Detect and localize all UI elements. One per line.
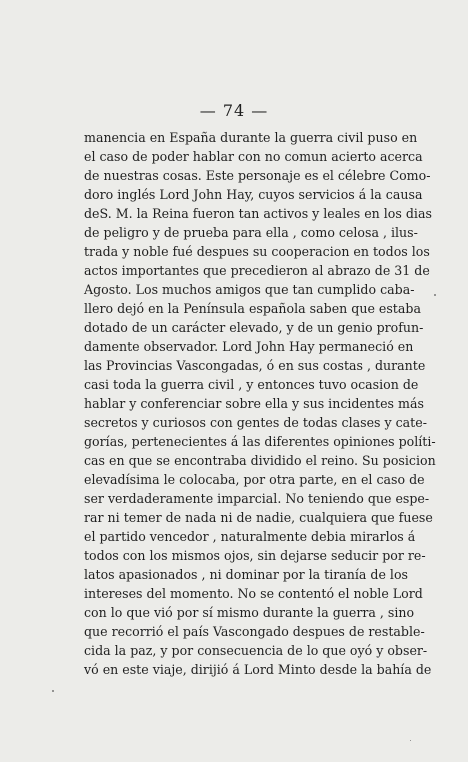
text-line: las Provincias Vascongadas, ó en sus costas , durante <box>84 358 426 373</box>
text-line: cas en que se encontraba dividido el reino. Su posicion <box>84 453 436 468</box>
text-line: elevadísima le colocaba, por otra parte, en el caso de <box>84 472 425 487</box>
paper-speck <box>52 690 54 692</box>
text-line: con lo que vió por sí mismo durante la guerra , sino <box>84 605 415 620</box>
text-line: dotado de un carácter elevado, y de un genio profun- <box>84 320 424 335</box>
text-line: vó en este viaje, dirijió á Lord Minto desde la bahía de <box>84 662 432 677</box>
paper-speck <box>410 740 411 741</box>
text-line: latos apasionados , ni dominar por la tiranía de los <box>84 567 408 582</box>
text-line: secretos y curiosos con gentes de todas clases y cate- <box>84 415 427 430</box>
text-line: ser verdaderamente imparcial. No teniendo que espe- <box>84 491 430 506</box>
page-number: — 74 — <box>199 101 269 120</box>
text-line: que recorrió el país Vascongado despues de restable- <box>84 624 425 639</box>
text-line: el partido vencedor , naturalmente debia mirarlos á <box>84 529 416 544</box>
text-line: intereses del momento. No se contentó el noble Lord <box>84 586 423 601</box>
text-line: de nuestras cosas. Este personaje es el célebre Como- <box>84 168 431 183</box>
text-line: rar ni temer de nada ni de nadie, cualquiera que fuese <box>84 510 433 525</box>
text-line: damente observador. Lord John Hay permaneció en <box>84 339 414 354</box>
text-line: llero dejó en la Península española saben que estaba <box>84 301 421 316</box>
text-line: manencia en España durante la guerra civil puso en <box>84 130 418 145</box>
text-line: deS. M. la Reina fueron tan activos y leales en los dias <box>84 206 432 221</box>
text-line: cida la paz, y por consecuencia de lo que oyó y obser- <box>84 643 428 658</box>
text-line: actos importantes que precedieron al abrazo de 31 de <box>84 263 430 278</box>
text-line: casi toda la guerra civil , y entonces tuvo ocasion de <box>84 377 419 392</box>
body-text <box>84 128 436 679</box>
text-line: gorías, pertenecientes á las diferentes opiniones políti- <box>84 434 436 449</box>
text-line: hablar y conferenciar sobre ella y sus incidentes más <box>84 396 424 411</box>
text-line: trada y noble fué despues su cooperacion en todos los <box>84 244 430 259</box>
text-line: Agosto. Los muchos amigos que tan cumplido caba- <box>84 282 415 297</box>
text-line: todos con los mismos ojos, sin dejarse seducir por re- <box>84 548 426 563</box>
text-line: de peligro y de prueba para ella , como celosa , ilus- <box>84 225 418 240</box>
text-line: el caso de poder hablar con no comun acierto acerca <box>84 149 423 164</box>
text-line: doro inglés Lord John Hay, cuyos servicios á la causa <box>84 187 423 202</box>
paper-speck <box>434 294 436 296</box>
